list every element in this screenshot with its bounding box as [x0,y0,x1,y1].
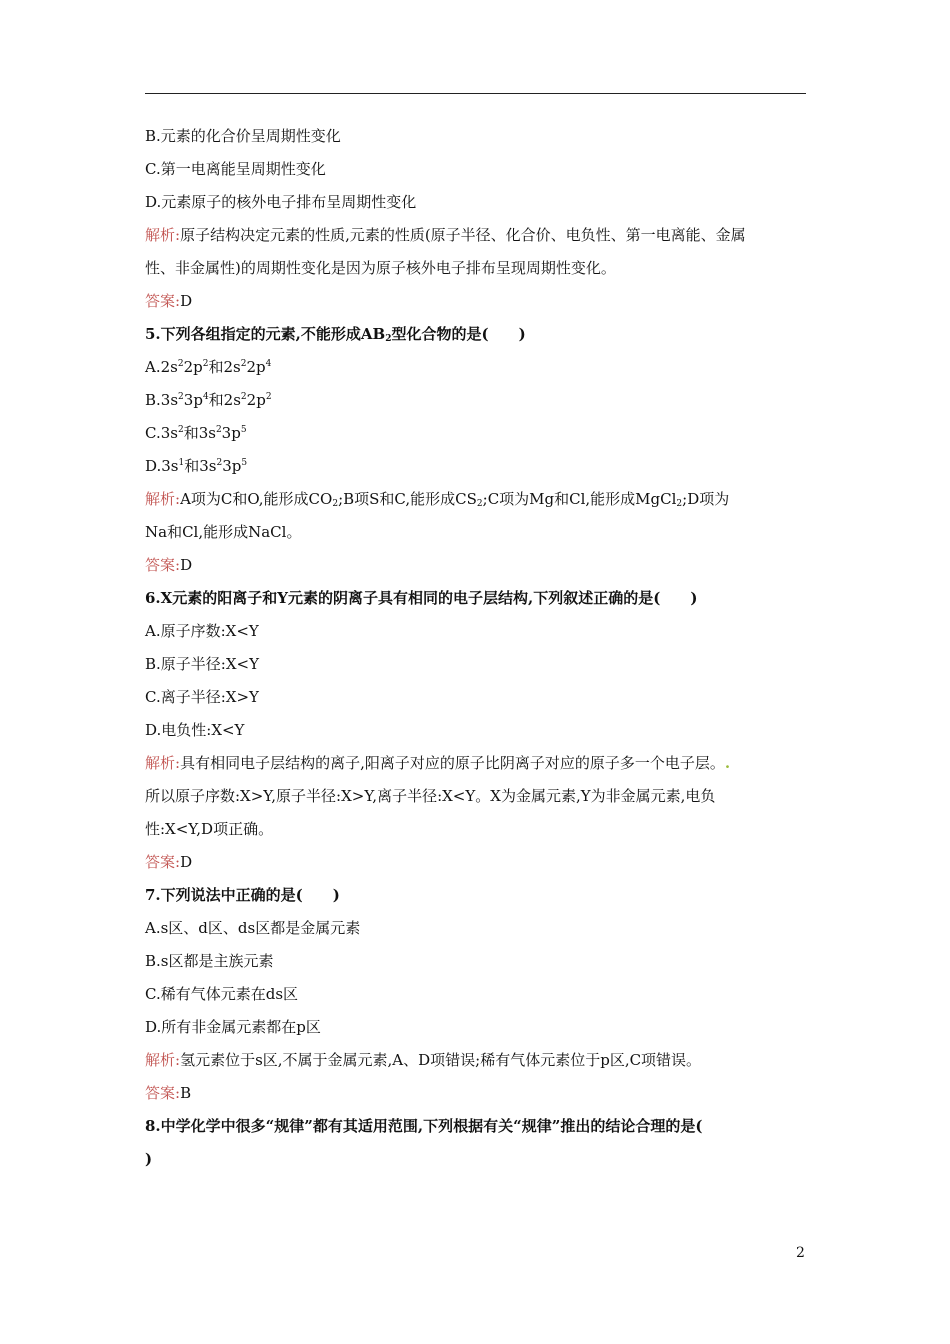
q5-analysis-line2: Na和Cl,能形成NaCl。 [145,523,302,541]
question-number: 8. [145,1117,161,1135]
q6-option-a: A.原子序数:X<Y [145,622,259,640]
analysis-text: 原子结构决定元素的性质,元素的性质(原子半径、化合价、电负性、第一电离能、金属 [180,226,746,244]
superscript: 2 [265,392,272,402]
answer-value: D [180,853,193,871]
stem-text: 中学化学中很多“规律”都有其适用范围,下列根据有关“规律”推出的结论合理的是( [160,1117,703,1135]
q5-option-c [145,417,806,450]
q7-option-a: A.s区、d区、ds区都是金属元素 [145,919,361,937]
q5-option-b [145,384,806,417]
superscript: 2 [178,392,184,402]
q4-option-b: B.元素的化合价呈周期性变化 [145,127,341,145]
subscript: 2 [676,499,683,509]
q6-option-c: C.离子半径:X>Y [145,688,259,706]
answer-label: 答案: [145,853,181,871]
analysis-text: ;B项S和C,能形成CS [338,490,477,508]
q4-answer [145,285,806,318]
analysis-label: 解析: [145,490,181,508]
superscript: 4 [202,392,209,402]
answer-label: 答案: [145,292,181,310]
answer-value: D [180,292,193,310]
q6-option-b: B.原子半径:X<Y [145,655,259,673]
analysis-label: 解析: [145,226,181,244]
q5-option-d [145,450,806,483]
option-text: 2p [183,358,203,376]
stem-text: 下列说法中正确的是( ) [160,886,340,904]
q6-option-d: D.电负性:X<Y [145,721,245,739]
superscript: 5 [241,458,248,468]
superscript: 1 [178,458,185,468]
q6-answer [145,846,806,879]
answer-value: D [180,556,193,574]
q4-analysis-line1 [145,219,806,252]
option-text: A.2s [145,358,178,376]
question-number: 6. [145,589,161,607]
q7-option-c: C.稀有气体元素在ds区 [145,985,299,1003]
option-text: 3p [221,424,241,442]
stem-text: 下列各组指定的元素,不能形成AB [160,325,386,343]
superscript: 2 [202,359,209,369]
analysis-text: 氢元素位于s区,不属于金属元素,A、D项错误;稀有气体元素位于p区,C项错误。 [180,1051,702,1069]
analysis-text: ;C项为Mg和Cl,能形成MgCl [482,490,677,508]
q8-stem-line1 [145,1110,806,1143]
q7-option-b: B.s区都是主族元素 [145,952,274,970]
q6-analysis-line2: 所以原子序数:X>Y,原子半径:X>Y,离子半径:X<Y。X为金属元素,Y为非金属元素,电负 [145,787,716,805]
subscript: 2 [385,334,392,344]
superscript: 2 [240,392,247,402]
question-number: 7. [145,886,161,904]
option-text: D.3s [145,457,179,475]
analysis-label: 解析: [145,1051,181,1069]
answer-label: 答案: [145,1084,181,1102]
q5-answer [145,549,806,582]
option-text: 3p [222,457,242,475]
superscript: 5 [240,425,247,435]
analysis-text: 具有相同电子层结构的离子,阳离子对应的原子比阴离子对应的原子多一个电子层。 [180,754,725,772]
q4-option-d: D.元素原子的核外电子排布呈周期性变化 [145,193,417,211]
option-text: 和2s [208,391,241,409]
q7-option-d: D.所有非金属元素都在p区 [145,1018,321,1036]
option-text: 3p [183,391,203,409]
option-text: 2p [246,391,266,409]
q8-stem-line2: ) [145,1150,153,1168]
q6-analysis-line3: 性:X<Y,D项正确。 [145,820,274,838]
subscript: 2 [332,499,339,509]
watermark-dot: . [724,754,731,772]
subscript: 2 [476,499,483,509]
answer-label: 答案: [145,556,181,574]
q5-option-a [145,351,806,384]
option-text: C.3s [145,424,178,442]
page-number: 2 [796,1245,805,1261]
analysis-label: 解析: [145,754,181,772]
q6-analysis-line1 [145,747,806,780]
superscript: 2 [216,458,223,468]
superscript: 2 [215,425,222,435]
stem-text: 型化合物的是( ) [391,325,526,343]
q7-stem [145,879,806,912]
q5-analysis-line1 [145,483,806,516]
superscript: 4 [265,359,272,369]
option-text: 和2s [208,358,241,376]
header-rule [145,93,806,94]
option-text: 和3s [183,424,216,442]
q4-analysis-line2: 性、非金属性)的周期性变化是因为原子核外电子排布呈现周期性变化。 [145,259,616,277]
q4-option-c: C.第一电离能呈周期性变化 [145,160,326,178]
analysis-text: ;D项为 [682,490,730,508]
option-text: B.3s [145,391,179,409]
option-text: 2p [246,358,266,376]
q7-analysis-line1 [145,1044,806,1077]
answer-value: B [180,1084,192,1102]
q6-stem [145,582,806,615]
superscript: 2 [177,359,184,369]
question-number: 5. [145,325,161,343]
stem-text: X元素的阳离子和Y元素的阴离子具有相同的电子层结构,下列叙述正确的是( ) [160,589,698,607]
superscript: 2 [177,425,184,435]
q5-stem [145,318,806,351]
analysis-text: A项为C和O,能形成CO [180,490,333,508]
option-text: 和3s [184,457,217,475]
document-body [145,120,806,1176]
q7-answer [145,1077,806,1110]
superscript: 2 [240,359,247,369]
